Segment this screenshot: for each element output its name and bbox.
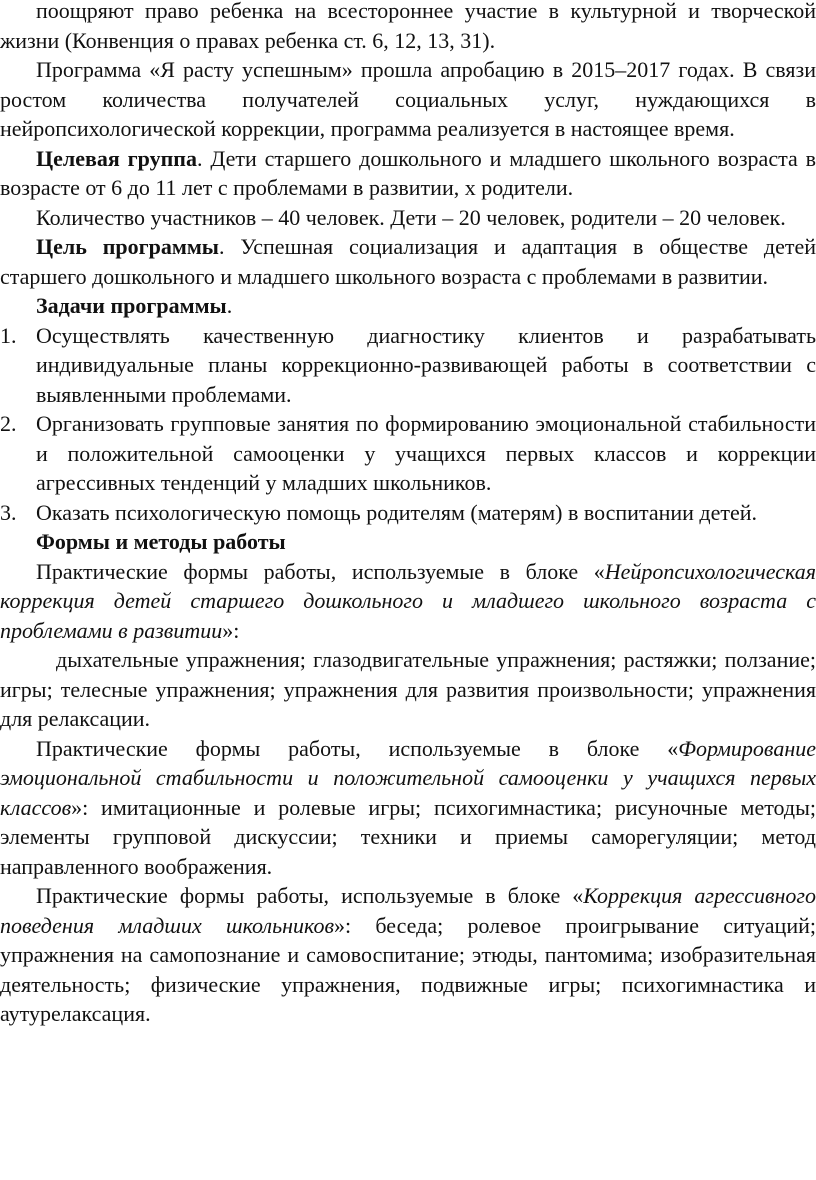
list-item-number: 3.: [0, 499, 17, 525]
block2-title: Формирование эмоциональной стабильности и положительной самооценки у учащихся первых классов: [0, 735, 816, 820]
block1-close: »:: [222, 617, 240, 643]
block2-lead: Практические формы работы, используемые в блоке «: [36, 735, 679, 761]
paragraph-program-approbation-text: Программа «Я расту успешным» прошла апробацию в 2015–2017 годах. В связи ростом количества получателей социальных услуг, нуждающихся в нейропсихологической коррекции, программа реализуется в настоящее время.: [0, 57, 816, 141]
target-group-text: . Дети старшего дошкольного и младшего школьного возраста в возрасте от 6 до 11 лет с проблемами в развитии, х родители.: [0, 145, 816, 200]
tasks-heading: [0, 291, 816, 321]
paragraph-block1-intro: [0, 557, 816, 646]
paragraph-block1-list: [0, 645, 816, 734]
list-item-number: 2.: [0, 411, 17, 436]
block1-title: Нейропсихологическая коррекция детей старшего дошкольного и младшего школьного возраста с проблемами в развитии: [0, 558, 816, 643]
target-group-label: Целевая группа: [36, 145, 197, 171]
list-item: [0, 409, 816, 498]
list-item: [0, 321, 816, 410]
paragraph-convention: [0, 0, 816, 55]
tasks-list: [0, 321, 816, 528]
paragraph-participants: [0, 203, 816, 233]
paragraph-block3: [0, 881, 816, 1029]
block3-title: Коррекция агрессивного поведения младших школьников: [0, 883, 816, 938]
tasks-heading-text: Задачи программы: [36, 293, 227, 318]
paragraph-program-approbation: [0, 55, 816, 144]
list-item-text: Организовать групповые занятия по формированию эмоциональной стабильности и положительной самооценки у учащихся первых классов и коррекции агрессивных тенденций у младших школьников.: [36, 411, 816, 495]
block3-rest: »: беседа; ролевое проигрывание ситуаций; упражнения на самопознание и самовоспитание; этюды, пантомима; изобразительная деятельность; физические упражнения, подвижные игры; психогимнастика и аутурелаксация.: [0, 912, 816, 1026]
list-item: [0, 498, 816, 528]
paragraph-target-group: [0, 144, 816, 203]
tasks-heading-dot: .: [226, 293, 233, 318]
program-goal-text: . Успешная социализация и адаптация в обществе детей старшего дошкольного и младшего школьного возраста с проблемами в развитии.: [0, 234, 816, 289]
list-item-text: Оказать психологическую помощь родителям (матерям) в воспитании детей.: [36, 499, 758, 525]
forms-heading: [0, 527, 816, 557]
program-goal-label: Цель программы: [36, 234, 219, 259]
list-item-number: 1.: [0, 322, 17, 348]
paragraph-block2: [0, 734, 816, 882]
list-item-text: Осуществлять качественную диагностику клиентов и разрабатывать индивидуальные планы коррекционно-развивающей работы в соответствии с выявленными проблемами.: [36, 322, 816, 407]
forms-heading-text: Формы и методы работы: [36, 529, 286, 554]
block1-list-text: дыхательные упражнения; глазодвигательные упражнения; растяжки; ползание; игры; телесные упражнения; упражнения для развития произвольности; упражнения для релаксации.: [0, 647, 816, 731]
block1-lead: Практические формы работы, используемые в блоке «: [36, 558, 605, 584]
participants-text: Количество участников – 40 человек. Дети – 20 человек, родители – 20 человек.: [36, 204, 786, 230]
paragraph-convention-text: поощряют право ребенка на всестороннее участие в культурной и творческой жизни (Конвенция о правах ребенка ст. 6, 12, 13, 31).: [0, 0, 816, 53]
block2-rest: »: имитационные и ролевые игры; психогимнастика; рисуночные методы; элементы групповой дискуссии; техники и приемы саморегуляции; метод направленного воображения.: [0, 794, 816, 879]
block3-lead: Практические формы работы, используемые в блоке «: [36, 883, 584, 908]
paragraph-program-goal: [0, 232, 816, 291]
